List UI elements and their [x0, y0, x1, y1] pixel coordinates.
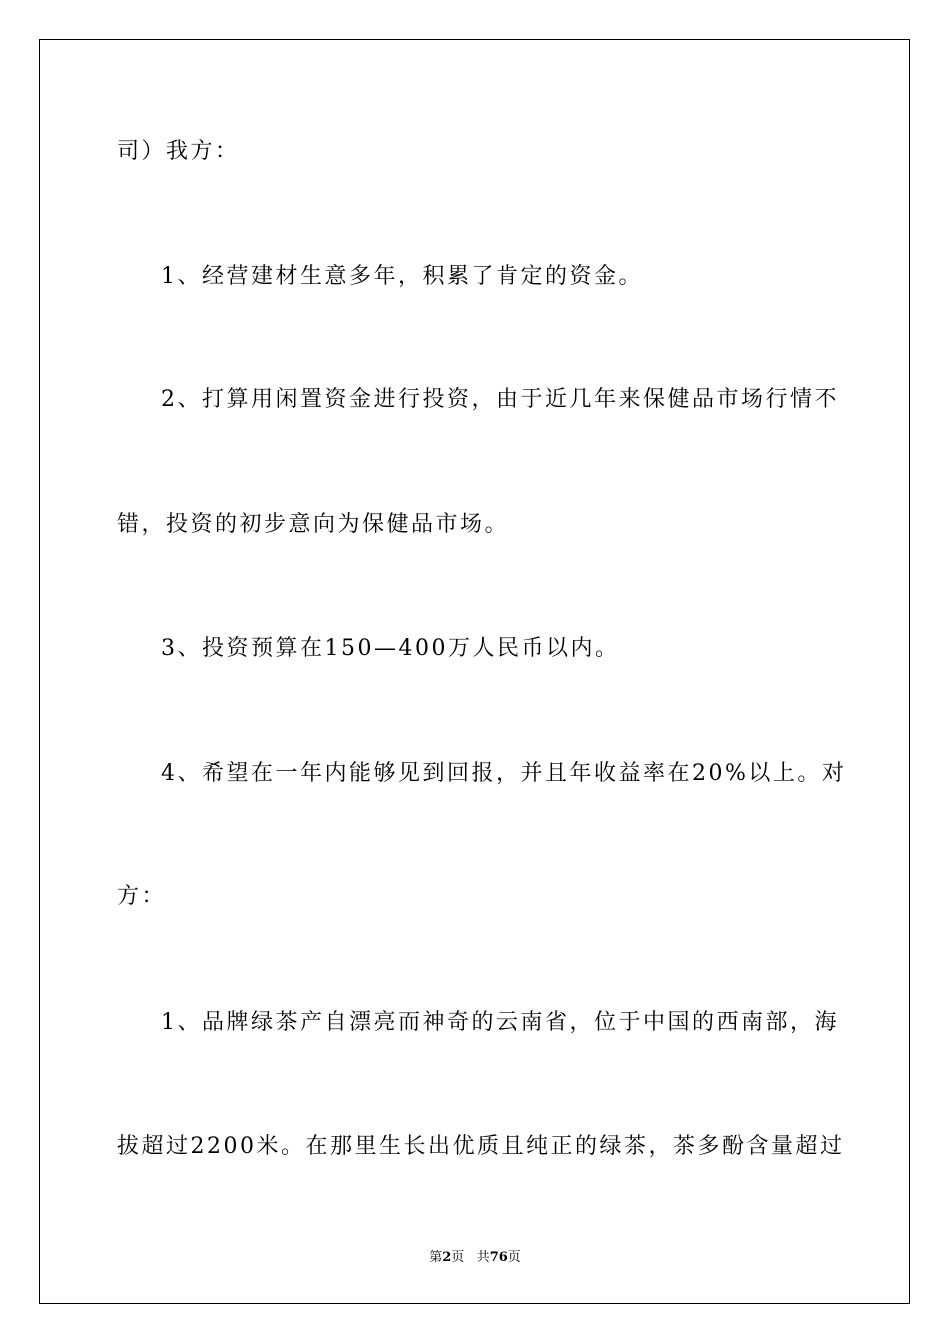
text-line-1: 司）我方：: [117, 139, 240, 164]
footer-total-pages: 76: [489, 1250, 508, 1265]
footer-page-suffix: 页: [451, 1250, 465, 1265]
text-line-6: 4、希望在一年内能够见到回报，并且年收益率在20%以上。对: [161, 761, 847, 786]
text-line-7: 方：: [117, 884, 167, 909]
text-line-5: 3、投资预算在150—400万人民币以内。: [161, 636, 620, 661]
text-line-4: 错，投资的初步意向为保健品市场。: [117, 512, 510, 537]
page-border: [39, 39, 910, 1304]
text-line-9: 拔超过2200米。在那里生长出优质且纯正的绿茶，茶多酚含量超过: [117, 1134, 845, 1159]
footer-total-prefix: 共: [476, 1250, 490, 1265]
footer-page-number: 2: [442, 1250, 452, 1265]
footer-page-prefix: 第: [429, 1250, 443, 1265]
footer-total-suffix: 页: [507, 1250, 521, 1265]
text-line-2: 1、经营建材生意多年，积累了肯定的资金。: [161, 264, 643, 289]
page-footer: [0, 1249, 950, 1267]
text-line-8: 1、品牌绿茶产自漂亮而神奇的云南省，位于中国的西南部，海: [161, 1010, 839, 1035]
text-line-3: 2、打算用闲置资金进行投资，由于近几年来保健品市场行情不: [161, 387, 839, 412]
